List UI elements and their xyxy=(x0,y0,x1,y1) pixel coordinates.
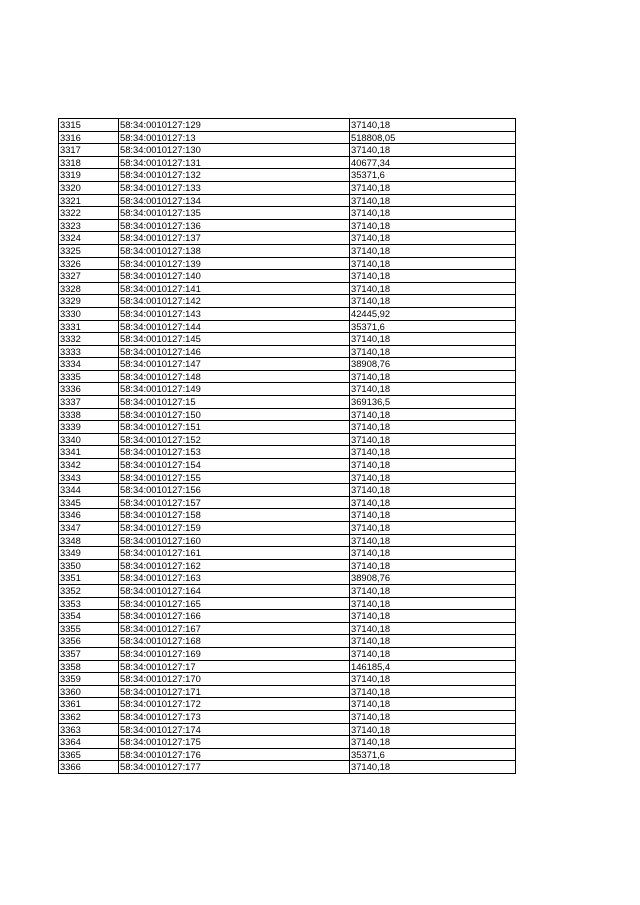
row-number-cell: 3334 xyxy=(59,358,119,371)
cadastral-number-cell: 58:34:0010127:143 xyxy=(119,307,350,320)
row-number-cell: 3316 xyxy=(59,131,119,144)
cadastral-number-cell: 58:34:0010127:159 xyxy=(119,522,350,535)
cadastral-number-cell: 58:34:0010127:147 xyxy=(119,358,350,371)
row-number-cell: 3333 xyxy=(59,345,119,358)
cadastral-number-cell: 58:34:0010127:151 xyxy=(119,421,350,434)
value-cell: 518808,05 xyxy=(350,131,516,144)
table-row xyxy=(59,698,516,711)
table-row xyxy=(59,396,516,409)
value-cell: 37140,18 xyxy=(350,345,516,358)
table-row xyxy=(59,736,516,749)
row-number-cell: 3360 xyxy=(59,685,119,698)
value-cell: 37140,18 xyxy=(350,710,516,723)
cadastral-number-cell: 58:34:0010127:160 xyxy=(119,534,350,547)
table-row xyxy=(59,723,516,736)
table-row xyxy=(59,710,516,723)
row-number-cell: 3363 xyxy=(59,723,119,736)
table-row xyxy=(59,610,516,623)
table-row xyxy=(59,622,516,635)
value-cell: 146185,4 xyxy=(350,660,516,673)
table-row xyxy=(59,295,516,308)
table-row xyxy=(59,748,516,761)
row-number-cell: 3346 xyxy=(59,509,119,522)
cadastral-number-cell: 58:34:0010127:177 xyxy=(119,761,350,774)
table-row xyxy=(59,320,516,333)
cadastral-number-cell: 58:34:0010127:175 xyxy=(119,736,350,749)
cadastral-number-cell: 58:34:0010127:154 xyxy=(119,459,350,472)
cadastral-number-cell: 58:34:0010127:148 xyxy=(119,370,350,383)
value-cell: 37140,18 xyxy=(350,119,516,132)
row-number-cell: 3335 xyxy=(59,370,119,383)
cadastral-number-cell: 58:34:0010127:174 xyxy=(119,723,350,736)
value-cell: 37140,18 xyxy=(350,761,516,774)
cadastral-number-cell: 58:34:0010127:142 xyxy=(119,295,350,308)
value-cell: 37140,18 xyxy=(350,559,516,572)
row-number-cell: 3358 xyxy=(59,660,119,673)
table-row xyxy=(59,219,516,232)
row-number-cell: 3322 xyxy=(59,207,119,220)
row-number-cell: 3325 xyxy=(59,244,119,257)
table-row xyxy=(59,509,516,522)
table-row xyxy=(59,459,516,472)
table-row xyxy=(59,408,516,421)
table-row xyxy=(59,144,516,157)
table-row xyxy=(59,433,516,446)
cadastral-number-cell: 58:34:0010127:15 xyxy=(119,396,350,409)
table-row xyxy=(59,647,516,660)
value-cell: 37140,18 xyxy=(350,622,516,635)
value-cell: 38908,76 xyxy=(350,572,516,585)
row-number-cell: 3328 xyxy=(59,282,119,295)
cadastral-number-cell: 58:34:0010127:145 xyxy=(119,333,350,346)
data-table xyxy=(58,118,516,774)
cadastral-number-cell: 58:34:0010127:144 xyxy=(119,320,350,333)
row-number-cell: 3330 xyxy=(59,307,119,320)
value-cell: 37140,18 xyxy=(350,144,516,157)
row-number-cell: 3353 xyxy=(59,597,119,610)
row-number-cell: 3342 xyxy=(59,459,119,472)
value-cell: 35371,6 xyxy=(350,169,516,182)
table-row xyxy=(59,232,516,245)
row-number-cell: 3339 xyxy=(59,421,119,434)
table-row xyxy=(59,484,516,497)
value-cell: 37140,18 xyxy=(350,383,516,396)
value-cell: 37140,18 xyxy=(350,547,516,560)
cadastral-number-cell: 58:34:0010127:158 xyxy=(119,509,350,522)
cadastral-number-cell: 58:34:0010127:141 xyxy=(119,282,350,295)
table-row xyxy=(59,169,516,182)
value-cell: 37140,18 xyxy=(350,685,516,698)
cadastral-number-cell: 58:34:0010127:146 xyxy=(119,345,350,358)
cadastral-number-cell: 58:34:0010127:161 xyxy=(119,547,350,560)
cadastral-number-cell: 58:34:0010127:163 xyxy=(119,572,350,585)
row-number-cell: 3352 xyxy=(59,584,119,597)
cadastral-number-cell: 58:34:0010127:176 xyxy=(119,748,350,761)
value-cell: 37140,18 xyxy=(350,295,516,308)
value-cell: 37140,18 xyxy=(350,698,516,711)
table-row xyxy=(59,534,516,547)
table-row xyxy=(59,572,516,585)
cadastral-number-cell: 58:34:0010127:167 xyxy=(119,622,350,635)
cadastral-number-cell: 58:34:0010127:172 xyxy=(119,698,350,711)
table-row xyxy=(59,522,516,535)
table-row xyxy=(59,156,516,169)
table-row xyxy=(59,207,516,220)
cadastral-number-cell: 58:34:0010127:164 xyxy=(119,584,350,597)
value-cell: 38908,76 xyxy=(350,358,516,371)
table-row xyxy=(59,471,516,484)
row-number-cell: 3355 xyxy=(59,622,119,635)
cadastral-number-cell: 58:34:0010127:157 xyxy=(119,496,350,509)
row-number-cell: 3347 xyxy=(59,522,119,535)
cadastral-number-cell: 58:34:0010127:136 xyxy=(119,219,350,232)
value-cell: 37140,18 xyxy=(350,270,516,283)
cadastral-number-cell: 58:34:0010127:173 xyxy=(119,710,350,723)
row-number-cell: 3338 xyxy=(59,408,119,421)
row-number-cell: 3332 xyxy=(59,333,119,346)
value-cell: 37140,18 xyxy=(350,509,516,522)
row-number-cell: 3343 xyxy=(59,471,119,484)
table-row xyxy=(59,761,516,774)
cadastral-number-cell: 58:34:0010127:131 xyxy=(119,156,350,169)
row-number-cell: 3362 xyxy=(59,710,119,723)
row-number-cell: 3315 xyxy=(59,119,119,132)
cadastral-number-cell: 58:34:0010127:17 xyxy=(119,660,350,673)
value-cell: 37140,18 xyxy=(350,736,516,749)
row-number-cell: 3327 xyxy=(59,270,119,283)
value-cell: 42445,92 xyxy=(350,307,516,320)
table-row xyxy=(59,584,516,597)
row-number-cell: 3324 xyxy=(59,232,119,245)
cadastral-number-cell: 58:34:0010127:153 xyxy=(119,446,350,459)
table-row xyxy=(59,446,516,459)
table-row xyxy=(59,635,516,648)
row-number-cell: 3351 xyxy=(59,572,119,585)
cadastral-number-cell: 58:34:0010127:169 xyxy=(119,647,350,660)
table-row xyxy=(59,333,516,346)
value-cell: 37140,18 xyxy=(350,673,516,686)
table-row xyxy=(59,496,516,509)
table-row xyxy=(59,307,516,320)
cadastral-number-cell: 58:34:0010127:150 xyxy=(119,408,350,421)
row-number-cell: 3366 xyxy=(59,761,119,774)
value-cell: 37140,18 xyxy=(350,207,516,220)
row-number-cell: 3320 xyxy=(59,181,119,194)
row-number-cell: 3345 xyxy=(59,496,119,509)
cadastral-number-cell: 58:34:0010127:130 xyxy=(119,144,350,157)
cadastral-number-cell: 58:34:0010127:170 xyxy=(119,673,350,686)
value-cell: 37140,18 xyxy=(350,181,516,194)
table-row xyxy=(59,270,516,283)
row-number-cell: 3331 xyxy=(59,320,119,333)
value-cell: 369136,5 xyxy=(350,396,516,409)
row-number-cell: 3323 xyxy=(59,219,119,232)
value-cell: 37140,18 xyxy=(350,459,516,472)
cadastral-number-cell: 58:34:0010127:140 xyxy=(119,270,350,283)
row-number-cell: 3326 xyxy=(59,257,119,270)
value-cell: 37140,18 xyxy=(350,333,516,346)
table-row xyxy=(59,383,516,396)
table-row xyxy=(59,345,516,358)
value-cell: 40677,34 xyxy=(350,156,516,169)
row-number-cell: 3321 xyxy=(59,194,119,207)
value-cell: 37140,18 xyxy=(350,584,516,597)
table-row xyxy=(59,660,516,673)
table-row xyxy=(59,257,516,270)
value-cell: 37140,18 xyxy=(350,647,516,660)
table-row xyxy=(59,131,516,144)
cadastral-number-cell: 58:34:0010127:132 xyxy=(119,169,350,182)
row-number-cell: 3354 xyxy=(59,610,119,623)
value-cell: 37140,18 xyxy=(350,723,516,736)
cadastral-number-cell: 58:34:0010127:13 xyxy=(119,131,350,144)
row-number-cell: 3340 xyxy=(59,433,119,446)
row-number-cell: 3348 xyxy=(59,534,119,547)
row-number-cell: 3364 xyxy=(59,736,119,749)
row-number-cell: 3317 xyxy=(59,144,119,157)
cadastral-number-cell: 58:34:0010127:135 xyxy=(119,207,350,220)
cadastral-number-cell: 58:34:0010127:152 xyxy=(119,433,350,446)
value-cell: 35371,6 xyxy=(350,748,516,761)
row-number-cell: 3336 xyxy=(59,383,119,396)
value-cell: 37140,18 xyxy=(350,522,516,535)
table-row xyxy=(59,119,516,132)
cadastral-number-cell: 58:34:0010127:133 xyxy=(119,181,350,194)
cadastral-number-cell: 58:34:0010127:134 xyxy=(119,194,350,207)
value-cell: 37140,18 xyxy=(350,421,516,434)
table-row xyxy=(59,421,516,434)
value-cell: 37140,18 xyxy=(350,433,516,446)
table-row xyxy=(59,673,516,686)
cadastral-number-cell: 58:34:0010127:156 xyxy=(119,484,350,497)
row-number-cell: 3359 xyxy=(59,673,119,686)
value-cell: 37140,18 xyxy=(350,232,516,245)
value-cell: 37140,18 xyxy=(350,282,516,295)
value-cell: 37140,18 xyxy=(350,610,516,623)
value-cell: 37140,18 xyxy=(350,370,516,383)
row-number-cell: 3365 xyxy=(59,748,119,761)
table-row xyxy=(59,181,516,194)
value-cell: 37140,18 xyxy=(350,408,516,421)
cadastral-number-cell: 58:34:0010127:155 xyxy=(119,471,350,484)
value-cell: 35371,6 xyxy=(350,320,516,333)
table-row xyxy=(59,685,516,698)
value-cell: 37140,18 xyxy=(350,496,516,509)
cadastral-number-cell: 58:34:0010127:168 xyxy=(119,635,350,648)
table-row xyxy=(59,358,516,371)
table-row xyxy=(59,244,516,257)
row-number-cell: 3361 xyxy=(59,698,119,711)
cadastral-number-cell: 58:34:0010127:137 xyxy=(119,232,350,245)
row-number-cell: 3344 xyxy=(59,484,119,497)
cadastral-number-cell: 58:34:0010127:129 xyxy=(119,119,350,132)
table-body xyxy=(59,119,516,774)
table-row xyxy=(59,194,516,207)
cadastral-number-cell: 58:34:0010127:162 xyxy=(119,559,350,572)
row-number-cell: 3349 xyxy=(59,547,119,560)
value-cell: 37140,18 xyxy=(350,257,516,270)
value-cell: 37140,18 xyxy=(350,534,516,547)
cadastral-number-cell: 58:34:0010127:166 xyxy=(119,610,350,623)
value-cell: 37140,18 xyxy=(350,219,516,232)
table-row xyxy=(59,282,516,295)
row-number-cell: 3356 xyxy=(59,635,119,648)
table-row xyxy=(59,559,516,572)
row-number-cell: 3357 xyxy=(59,647,119,660)
cadastral-number-cell: 58:34:0010127:139 xyxy=(119,257,350,270)
row-number-cell: 3318 xyxy=(59,156,119,169)
value-cell: 37140,18 xyxy=(350,484,516,497)
row-number-cell: 3350 xyxy=(59,559,119,572)
value-cell: 37140,18 xyxy=(350,194,516,207)
cadastral-number-cell: 58:34:0010127:149 xyxy=(119,383,350,396)
table-row xyxy=(59,597,516,610)
value-cell: 37140,18 xyxy=(350,446,516,459)
cadastral-number-cell: 58:34:0010127:171 xyxy=(119,685,350,698)
cadastral-number-cell: 58:34:0010127:165 xyxy=(119,597,350,610)
value-cell: 37140,18 xyxy=(350,635,516,648)
row-number-cell: 3319 xyxy=(59,169,119,182)
value-cell: 37140,18 xyxy=(350,597,516,610)
value-cell: 37140,18 xyxy=(350,471,516,484)
cadastral-number-cell: 58:34:0010127:138 xyxy=(119,244,350,257)
row-number-cell: 3337 xyxy=(59,396,119,409)
row-number-cell: 3341 xyxy=(59,446,119,459)
value-cell: 37140,18 xyxy=(350,244,516,257)
row-number-cell: 3329 xyxy=(59,295,119,308)
table-row xyxy=(59,547,516,560)
table-row xyxy=(59,370,516,383)
